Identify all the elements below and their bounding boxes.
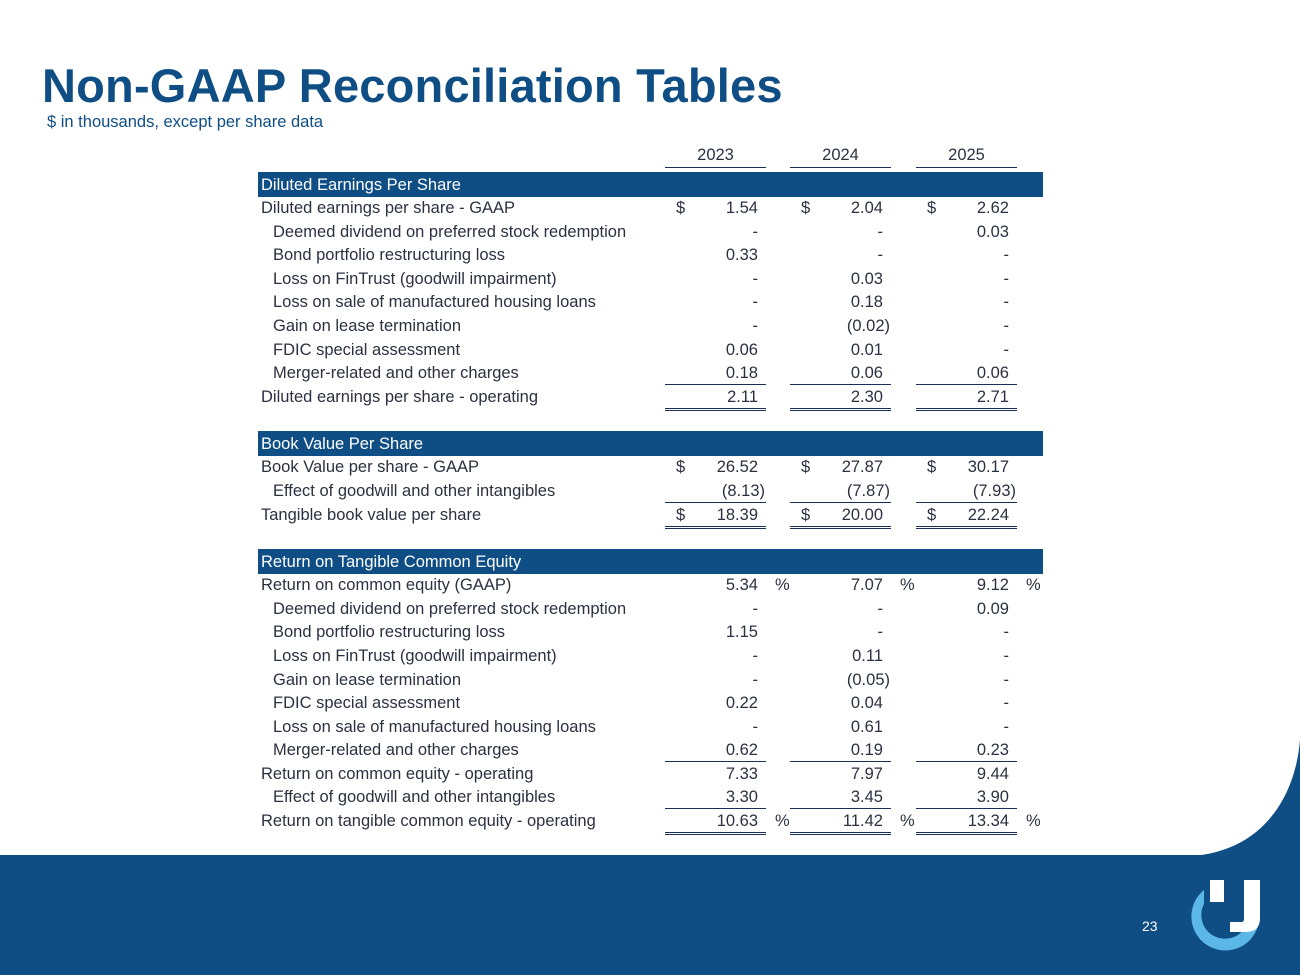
cell-value: (8.13) bbox=[721, 481, 765, 500]
row-label: Diluted earnings per share - operating bbox=[261, 387, 538, 406]
value-cell bbox=[790, 197, 891, 219]
cell-value: 22.24 bbox=[967, 505, 1009, 524]
value-cell bbox=[665, 268, 766, 290]
cell-value: (0.02) bbox=[846, 316, 890, 335]
value-cell bbox=[916, 315, 1017, 337]
value-cell bbox=[790, 291, 891, 313]
currency-sign: $ bbox=[676, 458, 686, 477]
value-cell bbox=[916, 669, 1017, 691]
value-cell bbox=[790, 244, 891, 266]
value-cell bbox=[916, 763, 1017, 785]
value-cell bbox=[665, 786, 766, 809]
value-cell bbox=[665, 621, 766, 643]
table-row bbox=[258, 739, 1043, 763]
cell-value: - bbox=[752, 222, 758, 241]
cell-value: 7.07 bbox=[850, 576, 883, 595]
value-cell bbox=[665, 574, 790, 596]
value-cell bbox=[916, 291, 1017, 313]
row-label: Deemed dividend on preferred stock redemption bbox=[273, 222, 627, 241]
value-cell bbox=[790, 574, 915, 596]
value-cell bbox=[665, 645, 766, 667]
cell-value: - bbox=[752, 646, 758, 665]
section-header: Diluted Earnings Per Share bbox=[258, 172, 1043, 197]
value-cell bbox=[665, 291, 766, 313]
year-header-2025: 2025 bbox=[916, 146, 1017, 168]
value-cell bbox=[790, 669, 891, 691]
section-header: Book Value Per Share bbox=[258, 431, 1043, 456]
cell-value: - bbox=[1003, 623, 1009, 642]
cell-value: 2.71 bbox=[976, 387, 1009, 406]
cell-value: - bbox=[877, 246, 883, 265]
cell-value: - bbox=[877, 599, 883, 618]
cell-value: 0.23 bbox=[976, 741, 1009, 760]
cell-value: 26.52 bbox=[716, 458, 758, 477]
cell-value: - bbox=[752, 717, 758, 736]
value-cell bbox=[665, 456, 766, 478]
cell-value: 10.63 bbox=[716, 812, 758, 831]
section-book-value bbox=[258, 431, 1043, 527]
section-rotce bbox=[258, 549, 1043, 834]
value-cell bbox=[665, 197, 766, 219]
value-cell bbox=[916, 197, 1017, 219]
section-header: Return on Tangible Common Equity bbox=[258, 549, 1043, 574]
value-cell bbox=[790, 786, 891, 809]
cell-value: - bbox=[1003, 717, 1009, 736]
row-label: Gain on lease termination bbox=[273, 670, 462, 689]
cell-value: - bbox=[877, 222, 883, 241]
row-label: Loss on sale of manufactured housing loans bbox=[273, 293, 596, 312]
row-label: Merger-related and other charges bbox=[273, 364, 519, 383]
value-cell bbox=[790, 504, 891, 529]
cell-value: 0.11 bbox=[852, 646, 883, 665]
value-cell bbox=[916, 621, 1017, 643]
value-cell bbox=[916, 574, 1041, 596]
value-cell bbox=[916, 810, 1041, 835]
value-cell bbox=[790, 268, 891, 290]
table-row bbox=[258, 669, 1043, 693]
table-row bbox=[258, 692, 1043, 716]
value-cell bbox=[790, 362, 891, 385]
cell-value: 0.22 bbox=[725, 694, 758, 713]
row-label: Effect of goodwill and other intangibles bbox=[273, 481, 556, 500]
value-cell bbox=[790, 763, 891, 785]
currency-sign: $ bbox=[676, 199, 686, 217]
cell-value: 13.34 bbox=[967, 812, 1009, 831]
cell-value: - bbox=[1003, 340, 1009, 359]
value-cell bbox=[916, 786, 1017, 809]
value-cell bbox=[790, 456, 891, 478]
value-cell bbox=[665, 763, 766, 785]
value-cell bbox=[790, 315, 891, 337]
table-row bbox=[258, 480, 1043, 504]
value-cell bbox=[916, 739, 1017, 762]
row-label: Book Value per share - GAAP bbox=[261, 458, 479, 477]
cell-value: 0.04 bbox=[850, 694, 883, 713]
value-cell bbox=[790, 645, 891, 667]
value-cell bbox=[916, 362, 1017, 385]
cell-value: 0.06 bbox=[725, 340, 758, 359]
value-cell bbox=[916, 456, 1017, 478]
percent-sign: % bbox=[775, 576, 790, 595]
row-label: Diluted earnings per share - GAAP bbox=[261, 199, 516, 217]
table-row bbox=[258, 504, 1043, 528]
cell-value: 30.17 bbox=[967, 458, 1009, 477]
currency-sign: $ bbox=[927, 505, 937, 524]
table-row bbox=[258, 197, 1043, 221]
value-cell bbox=[665, 480, 766, 503]
cell-value: 0.03 bbox=[850, 269, 883, 288]
cell-value: - bbox=[1003, 646, 1009, 665]
cell-value: 0.19 bbox=[850, 741, 883, 760]
value-cell bbox=[665, 315, 766, 337]
cell-value: - bbox=[877, 623, 883, 642]
row-label: Loss on FinTrust (goodwill impairment) bbox=[273, 646, 557, 665]
reconciliation-table bbox=[258, 144, 1043, 834]
table-row bbox=[258, 763, 1043, 787]
value-cell bbox=[790, 339, 891, 361]
table-row bbox=[258, 786, 1043, 810]
table-row bbox=[258, 315, 1043, 339]
value-cell bbox=[790, 598, 891, 620]
cell-value: 5.34 bbox=[725, 576, 758, 595]
table-row bbox=[258, 386, 1043, 410]
cell-value: - bbox=[1003, 293, 1009, 312]
value-cell bbox=[916, 221, 1017, 243]
row-label: Deemed dividend on preferred stock redemption bbox=[273, 599, 627, 618]
cell-value: 20.00 bbox=[841, 505, 883, 524]
footer-curve-decoration bbox=[1150, 740, 1300, 856]
row-label: Tangible book value per share bbox=[261, 505, 482, 524]
section-diluted-eps bbox=[258, 172, 1043, 409]
value-cell bbox=[916, 386, 1017, 411]
value-cell bbox=[790, 739, 891, 762]
value-cell bbox=[916, 692, 1017, 714]
page-title: Non-GAAP Reconciliation Tables bbox=[42, 59, 783, 112]
cell-value: 0.61 bbox=[850, 717, 883, 736]
value-cell bbox=[916, 480, 1017, 503]
table-row bbox=[258, 574, 1043, 598]
cell-value: 0.06 bbox=[976, 364, 1009, 383]
cell-value: - bbox=[752, 599, 758, 618]
cell-value: 3.30 bbox=[725, 788, 758, 807]
currency-sign: $ bbox=[927, 458, 937, 477]
value-cell bbox=[916, 244, 1017, 266]
cell-value: (0.05) bbox=[846, 670, 890, 689]
cell-value: 0.06 bbox=[850, 364, 883, 383]
value-cell bbox=[665, 244, 766, 266]
cell-value: - bbox=[1003, 694, 1009, 713]
percent-sign: % bbox=[1026, 812, 1041, 831]
table-row bbox=[258, 810, 1043, 834]
value-cell bbox=[790, 810, 915, 835]
cell-value: - bbox=[752, 269, 758, 288]
cell-value: 2.62 bbox=[976, 199, 1009, 217]
cell-value: - bbox=[752, 670, 758, 689]
table-row bbox=[258, 221, 1043, 245]
row-label: Gain on lease termination bbox=[273, 316, 462, 335]
percent-sign: % bbox=[1026, 576, 1041, 595]
value-cell bbox=[916, 339, 1017, 361]
value-cell bbox=[916, 645, 1017, 667]
table-row bbox=[258, 339, 1043, 363]
year-header-row bbox=[258, 144, 1043, 168]
cell-value: 1.54 bbox=[725, 199, 758, 217]
cell-value: 1.15 bbox=[725, 623, 758, 642]
cell-value: 0.18 bbox=[850, 293, 883, 312]
currency-sign: $ bbox=[801, 458, 811, 477]
cell-value: - bbox=[1003, 670, 1009, 689]
table-row bbox=[258, 716, 1043, 740]
value-cell bbox=[665, 669, 766, 691]
row-label: Return on tangible common equity - operating bbox=[261, 812, 596, 831]
value-cell bbox=[916, 598, 1017, 620]
value-cell bbox=[790, 221, 891, 243]
cell-value: (7.93) bbox=[972, 481, 1016, 500]
row-label: Return on common equity - operating bbox=[261, 764, 534, 783]
cell-value: 0.62 bbox=[725, 741, 758, 760]
value-cell bbox=[916, 504, 1017, 529]
cell-value: 7.97 bbox=[850, 764, 883, 783]
value-cell bbox=[665, 810, 790, 835]
cell-value: - bbox=[752, 316, 758, 335]
cell-value: 0.03 bbox=[976, 222, 1009, 241]
value-cell bbox=[665, 598, 766, 620]
cell-value: - bbox=[752, 293, 758, 312]
value-cell bbox=[665, 221, 766, 243]
value-cell bbox=[790, 386, 891, 411]
company-logo-icon bbox=[1184, 876, 1264, 956]
cell-value: 9.12 bbox=[976, 576, 1009, 595]
page-number: 23 bbox=[1142, 918, 1158, 934]
cell-value: 11.42 bbox=[842, 812, 883, 831]
cell-value: - bbox=[1003, 316, 1009, 335]
footer-band bbox=[0, 855, 1300, 975]
percent-sign: % bbox=[900, 812, 915, 831]
year-header-2023: 2023 bbox=[665, 146, 766, 168]
table-row bbox=[258, 456, 1043, 480]
cell-value: 0.01 bbox=[850, 340, 883, 359]
value-cell bbox=[916, 268, 1017, 290]
value-cell bbox=[665, 692, 766, 714]
row-label: Return on common equity (GAAP) bbox=[261, 576, 512, 595]
currency-sign: $ bbox=[801, 505, 811, 524]
cell-value: 2.30 bbox=[850, 387, 883, 406]
row-label: Loss on sale of manufactured housing loans bbox=[273, 717, 596, 736]
value-cell bbox=[790, 716, 891, 738]
cell-value: 0.09 bbox=[976, 599, 1009, 618]
value-cell bbox=[790, 692, 891, 714]
row-label: FDIC special assessment bbox=[273, 694, 461, 713]
cell-value: 0.33 bbox=[725, 246, 758, 265]
value-cell bbox=[790, 480, 891, 503]
row-label: Effect of goodwill and other intangibles bbox=[273, 788, 556, 807]
currency-sign: $ bbox=[801, 199, 811, 217]
value-cell bbox=[665, 362, 766, 385]
cell-value: 3.90 bbox=[976, 788, 1009, 807]
table-row bbox=[258, 244, 1043, 268]
row-label: FDIC special assessment bbox=[273, 340, 461, 359]
table-row bbox=[258, 291, 1043, 315]
page-subtitle: $ in thousands, except per share data bbox=[47, 113, 324, 131]
cell-value: 2.04 bbox=[850, 199, 883, 217]
table-row bbox=[258, 621, 1043, 645]
currency-sign: $ bbox=[676, 505, 686, 524]
value-cell bbox=[665, 339, 766, 361]
year-header-2024: 2024 bbox=[790, 146, 891, 168]
table-row bbox=[258, 645, 1043, 669]
table-row bbox=[258, 362, 1043, 386]
row-label: Bond portfolio restructuring loss bbox=[273, 246, 506, 265]
percent-sign: % bbox=[775, 812, 790, 831]
cell-value: 3.45 bbox=[850, 788, 883, 807]
row-label: Loss on FinTrust (goodwill impairment) bbox=[273, 269, 557, 288]
table-row bbox=[258, 268, 1043, 292]
cell-value: (7.87) bbox=[846, 481, 890, 500]
cell-value: - bbox=[1003, 269, 1009, 288]
cell-value: 9.44 bbox=[976, 764, 1009, 783]
cell-value: 7.33 bbox=[725, 764, 758, 783]
value-cell bbox=[665, 386, 766, 411]
cell-value: 27.87 bbox=[841, 458, 883, 477]
value-cell bbox=[665, 504, 766, 529]
row-label: Merger-related and other charges bbox=[273, 741, 519, 760]
table-row bbox=[258, 598, 1043, 622]
value-cell bbox=[790, 621, 891, 643]
cell-value: 2.11 bbox=[727, 387, 758, 406]
value-cell bbox=[665, 716, 766, 738]
value-cell bbox=[665, 739, 766, 762]
row-label: Bond portfolio restructuring loss bbox=[273, 623, 506, 642]
value-cell bbox=[916, 716, 1017, 738]
currency-sign: $ bbox=[927, 199, 937, 217]
percent-sign: % bbox=[900, 576, 915, 595]
cell-value: 0.18 bbox=[725, 364, 758, 383]
cell-value: - bbox=[1003, 246, 1009, 265]
cell-value: 18.39 bbox=[716, 505, 758, 524]
